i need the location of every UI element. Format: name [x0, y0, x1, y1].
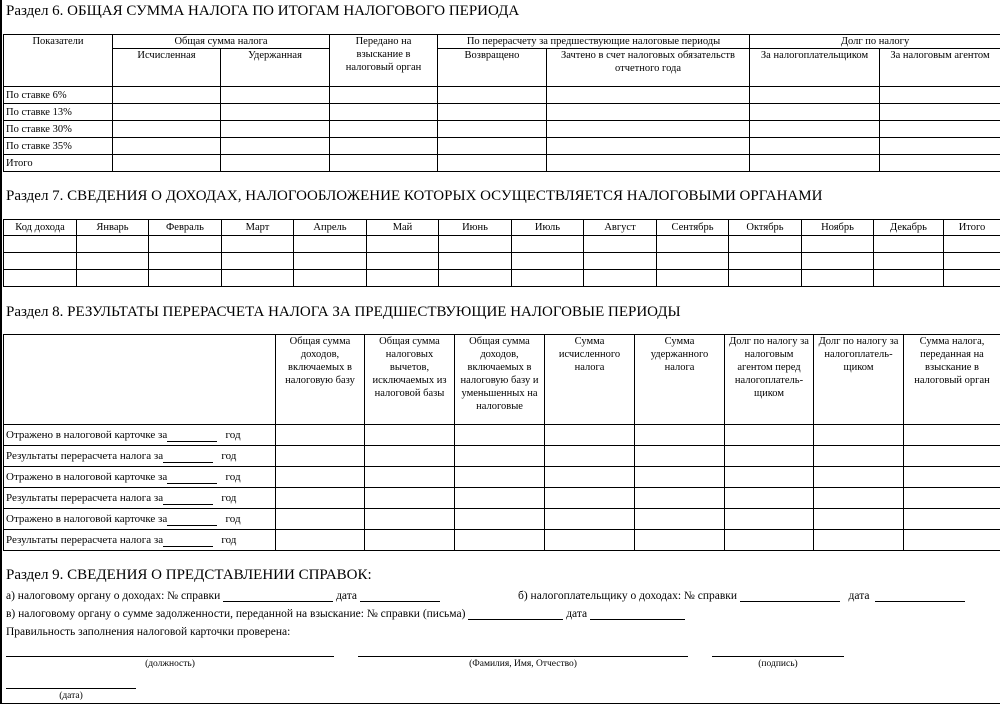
table-cell[interactable] — [365, 467, 455, 488]
s8-row-label — [4, 425, 276, 446]
table-cell[interactable] — [4, 236, 77, 253]
s6-row-label: По ставке 35% — [4, 138, 113, 155]
table-cell[interactable] — [635, 467, 725, 488]
year-field[interactable] — [167, 471, 217, 484]
table-cell[interactable] — [330, 104, 438, 121]
year-label: год — [221, 533, 237, 546]
s8-row-text: Отражено в налоговой карточке за — [6, 428, 168, 441]
table-cell[interactable] — [635, 446, 725, 467]
year-label: год — [225, 428, 241, 441]
s8-header: Общая сумма налоговых вычетов, исключаемых из налоговой базы — [365, 335, 455, 425]
table-cell[interactable] — [512, 270, 584, 287]
letter-number-field[interactable] — [468, 607, 563, 620]
table-cell[interactable] — [276, 446, 365, 467]
table-cell[interactable] — [222, 270, 294, 287]
section-6-table — [3, 34, 1000, 172]
table-cell[interactable] — [874, 236, 944, 253]
table-cell[interactable] — [221, 104, 330, 121]
table-cell[interactable] — [455, 425, 545, 446]
table-cell[interactable] — [77, 236, 149, 253]
table-cell[interactable] — [750, 155, 880, 172]
table-cell[interactable] — [904, 488, 1000, 509]
table-cell[interactable] — [814, 530, 904, 551]
table-row — [4, 530, 1000, 551]
section-8-title: Раздел 8. РЕЗУЛЬТАТЫ ПЕРЕРАСЧЕТА НАЛОГА ЗА ПРЕДШЕСТВУЮЩИЕ НАЛОГОВЫЕ ПЕРИОДЫ — [6, 304, 681, 320]
s9-b-label: б) налогоплательщику о доходах: № справки — [518, 590, 738, 602]
s6-header-debt: Долг по налогу — [750, 35, 1000, 49]
s8-row-label — [4, 488, 276, 509]
year-label: год — [225, 512, 241, 525]
s7-header: Январь — [77, 220, 149, 236]
table-row — [4, 467, 1000, 488]
table-cell[interactable] — [455, 530, 545, 551]
table-cell[interactable] — [545, 530, 635, 551]
table-cell[interactable] — [814, 467, 904, 488]
table-cell[interactable] — [545, 467, 635, 488]
year-label: год — [221, 449, 237, 462]
year-field[interactable] — [167, 429, 217, 442]
table-cell[interactable] — [584, 236, 657, 253]
date-field[interactable] — [590, 607, 685, 620]
certificate-number-field[interactable] — [740, 589, 840, 602]
section-7-title: Раздел 7. СВЕДЕНИЯ О ДОХОДАХ, НАЛОГООБЛОЖЕНИЕ КОТОРЫХ ОСУЩЕСТВЛЯЕТСЯ НАЛОГОВЫМИ ОРГАНАМИ — [6, 188, 823, 204]
s6-header-offset: Зачтено в счет налоговых обязательств отчетного года — [547, 49, 750, 87]
s8-header: Долг по налогу за налогоплатель-щиком — [814, 335, 904, 425]
table-cell[interactable] — [367, 270, 439, 287]
table-cell[interactable] — [814, 425, 904, 446]
s8-row-text: Результаты перерасчета налога за — [6, 449, 164, 462]
table-cell[interactable] — [750, 138, 880, 155]
fio-caption: (Фамилия, Имя, Отчество) — [469, 659, 577, 669]
table-cell[interactable] — [276, 467, 365, 488]
table-cell[interactable] — [547, 155, 750, 172]
table-cell[interactable] — [635, 425, 725, 446]
s6-header-transferred: Передано на взыскание в налоговый орган — [330, 35, 438, 87]
table-cell[interactable] — [904, 446, 1000, 467]
s8-row-label — [4, 467, 276, 488]
table-cell[interactable] — [149, 253, 222, 270]
table-cell[interactable] — [657, 236, 729, 253]
table-cell[interactable] — [221, 155, 330, 172]
table-cell[interactable] — [725, 446, 814, 467]
table-row — [4, 425, 1000, 446]
s8-row-text: Отражено в налоговой карточке за — [6, 470, 168, 483]
s9-line-v — [6, 607, 685, 620]
year-label: год — [221, 491, 237, 504]
s7-header: Итого — [944, 220, 1000, 236]
table-cell[interactable] — [365, 425, 455, 446]
table-row — [4, 87, 1000, 104]
table-cell[interactable] — [657, 253, 729, 270]
s9-a-label: а) налоговому органу о доходах: № справки — [6, 590, 221, 602]
table-cell[interactable] — [512, 236, 584, 253]
table-cell[interactable] — [729, 270, 802, 287]
table-cell[interactable] — [221, 87, 330, 104]
table-cell[interactable] — [904, 467, 1000, 488]
table-cell[interactable] — [149, 270, 222, 287]
section-6-title: Раздел 6. ОБЩАЯ СУММА НАЛОГА ПО ИТОГАМ НАЛОГОВОГО ПЕРИОДА — [6, 3, 520, 19]
table-cell[interactable] — [880, 155, 1000, 172]
s6-header-withheld: Удержанная — [221, 49, 330, 87]
s8-row-text: Результаты перерасчета налога за — [6, 533, 164, 546]
date-signature-line[interactable] — [6, 688, 136, 689]
s6-row-label: По ставке 6% — [4, 87, 113, 104]
s7-header: Август — [584, 220, 657, 236]
table-cell[interactable] — [113, 87, 221, 104]
table-cell[interactable] — [455, 446, 545, 467]
table-cell[interactable] — [455, 488, 545, 509]
table-cell[interactable] — [802, 236, 874, 253]
table-cell[interactable] — [729, 253, 802, 270]
table-cell[interactable] — [222, 253, 294, 270]
table-cell[interactable] — [944, 253, 1000, 270]
table-cell[interactable] — [365, 509, 455, 530]
table-cell[interactable] — [276, 509, 365, 530]
table-row — [4, 488, 1000, 509]
s7-header: Ноябрь — [802, 220, 874, 236]
table-cell[interactable] — [729, 236, 802, 253]
table-row — [4, 236, 1000, 253]
s6-row-label: Итого — [4, 155, 113, 172]
table-cell[interactable] — [547, 138, 750, 155]
table-cell[interactable] — [547, 87, 750, 104]
date-field[interactable] — [875, 589, 965, 602]
s9-line-a — [6, 589, 440, 602]
table-row — [4, 446, 1000, 467]
s9-v-label: в) налоговому органу о сумме задолженности, переданной на взыскание: № справки (письма) — [6, 608, 466, 620]
table-cell[interactable] — [584, 253, 657, 270]
table-cell[interactable] — [438, 87, 547, 104]
table-cell[interactable] — [584, 270, 657, 287]
table-cell[interactable] — [455, 467, 545, 488]
s6-header-returned: Возвращено — [438, 49, 547, 87]
table-row — [4, 253, 1000, 270]
table-cell[interactable] — [4, 253, 77, 270]
table-cell[interactable] — [545, 509, 635, 530]
s6-header-total-tax: Общая сумма налога — [113, 35, 330, 49]
table-cell[interactable] — [77, 253, 149, 270]
table-cell[interactable] — [367, 236, 439, 253]
table-cell[interactable] — [635, 530, 725, 551]
table-cell[interactable] — [814, 446, 904, 467]
table-cell[interactable] — [750, 104, 880, 121]
table-cell[interactable] — [874, 270, 944, 287]
date-label: дата — [566, 608, 588, 620]
table-cell[interactable] — [439, 253, 512, 270]
year-field[interactable] — [163, 534, 213, 547]
s6-header-recalc: По перерасчету за предшествующие налоговые периоды — [438, 35, 750, 49]
s7-header: Май — [367, 220, 439, 236]
s7-header: Март — [222, 220, 294, 236]
year-field[interactable] — [163, 492, 213, 505]
section-8-table — [3, 334, 1000, 551]
s8-header: Сумма исчисленного налога — [545, 335, 635, 425]
table-cell[interactable] — [512, 253, 584, 270]
table-cell[interactable] — [904, 509, 1000, 530]
s8-row-label — [4, 446, 276, 467]
table-cell[interactable] — [635, 488, 725, 509]
table-cell[interactable] — [276, 488, 365, 509]
table-cell[interactable] — [880, 87, 1000, 104]
table-cell[interactable] — [438, 104, 547, 121]
s7-header: Февраль — [149, 220, 222, 236]
table-cell[interactable] — [547, 104, 750, 121]
table-cell[interactable] — [294, 236, 367, 253]
s7-header: Сентябрь — [657, 220, 729, 236]
table-cell[interactable] — [222, 236, 294, 253]
table-cell[interactable] — [221, 138, 330, 155]
table-cell[interactable] — [547, 121, 750, 138]
table-cell[interactable] — [113, 155, 221, 172]
table-cell[interactable] — [113, 138, 221, 155]
s7-header: Июль — [512, 220, 584, 236]
table-cell[interactable] — [874, 253, 944, 270]
date-label: дата — [336, 590, 357, 602]
s8-row-text: Результаты перерасчета налога за — [6, 491, 164, 504]
table-cell[interactable] — [438, 121, 547, 138]
table-cell[interactable] — [802, 270, 874, 287]
table-cell[interactable] — [330, 155, 438, 172]
table-cell[interactable] — [750, 121, 880, 138]
table-cell[interactable] — [725, 488, 814, 509]
position-signature-line[interactable] — [6, 656, 334, 657]
table-cell[interactable] — [294, 253, 367, 270]
table-cell[interactable] — [367, 253, 439, 270]
table-cell[interactable] — [814, 509, 904, 530]
table-cell[interactable] — [635, 509, 725, 530]
table-cell[interactable] — [330, 121, 438, 138]
table-row — [4, 270, 1000, 287]
year-field[interactable] — [167, 513, 217, 526]
table-cell[interactable] — [113, 121, 221, 138]
table-cell[interactable] — [725, 530, 814, 551]
fio-signature-line[interactable] — [358, 656, 688, 657]
section-9-title: Раздел 9. СВЕДЕНИЯ О ПРЕДСТАВЛЕНИИ СПРАВОК: — [6, 567, 372, 583]
table-cell[interactable] — [330, 138, 438, 155]
table-cell[interactable] — [904, 425, 1000, 446]
table-cell[interactable] — [904, 530, 1000, 551]
table-cell[interactable] — [725, 467, 814, 488]
table-cell[interactable] — [438, 138, 547, 155]
table-cell[interactable] — [330, 87, 438, 104]
s8-header: Сумма налога, переданная на взыскание в налоговый орган — [904, 335, 1000, 425]
s9-check: Правильность заполнения налоговой карточки проверена: — [6, 626, 291, 638]
table-cell[interactable] — [276, 530, 365, 551]
sign-line[interactable] — [712, 656, 844, 657]
table-cell[interactable] — [439, 270, 512, 287]
table-cell[interactable] — [725, 425, 814, 446]
table-cell[interactable] — [77, 270, 149, 287]
table-cell[interactable] — [545, 488, 635, 509]
table-cell[interactable] — [455, 509, 545, 530]
table-cell[interactable] — [545, 446, 635, 467]
s8-row-label — [4, 530, 276, 551]
s8-row-text: Отражено в налоговой карточке за — [6, 512, 168, 525]
table-cell[interactable] — [439, 236, 512, 253]
table-cell[interactable] — [113, 104, 221, 121]
s9-line-b — [518, 589, 965, 602]
s6-row-label: По ставке 13% — [4, 104, 113, 121]
table-cell[interactable] — [814, 488, 904, 509]
table-cell[interactable] — [880, 138, 1000, 155]
table-cell[interactable] — [365, 446, 455, 467]
table-cell[interactable] — [802, 253, 874, 270]
year-field[interactable] — [163, 450, 213, 463]
s6-header-indicators: Показатели — [4, 35, 113, 87]
year-label: год — [225, 470, 241, 483]
s7-header: Июнь — [439, 220, 512, 236]
table-row — [4, 509, 1000, 530]
s6-row-label: По ставке 30% — [4, 121, 113, 138]
table-cell[interactable] — [294, 270, 367, 287]
table-row — [4, 121, 1000, 138]
table-cell[interactable] — [880, 104, 1000, 121]
s8-row-label — [4, 509, 276, 530]
table-cell[interactable] — [545, 425, 635, 446]
s6-header-debt-agent: За налоговым агентом — [880, 49, 1000, 87]
date-field[interactable] — [360, 589, 440, 602]
s8-header: Долг по налогу за налоговым агентом перед налогоплатель-щиком — [725, 335, 814, 425]
s7-header: Декабрь — [874, 220, 944, 236]
table-cell[interactable] — [944, 270, 1000, 287]
s7-header: Апрель — [294, 220, 367, 236]
table-cell[interactable] — [365, 530, 455, 551]
date-label: дата — [848, 590, 870, 602]
table-cell[interactable] — [725, 509, 814, 530]
table-row — [4, 104, 1000, 121]
date-caption: (дата) — [59, 691, 83, 701]
table-cell[interactable] — [657, 270, 729, 287]
table-cell[interactable] — [4, 270, 77, 287]
certificate-number-field[interactable] — [223, 589, 333, 602]
table-cell[interactable] — [149, 236, 222, 253]
table-cell[interactable] — [438, 155, 547, 172]
s6-header-debt-taxpayer: За налогоплательщиком — [750, 49, 880, 87]
table-cell[interactable] — [221, 121, 330, 138]
sign-caption: (подпись) — [758, 659, 798, 669]
s8-header-blank — [4, 335, 276, 425]
table-cell[interactable] — [944, 236, 1000, 253]
s8-header: Общая сумма доходов, включаемых в налоговую базу — [276, 335, 365, 425]
table-cell[interactable] — [880, 121, 1000, 138]
section-7-table — [3, 219, 1000, 287]
s6-header-calculated: Исчисленная — [113, 49, 221, 87]
table-cell[interactable] — [750, 87, 880, 104]
table-cell[interactable] — [276, 425, 365, 446]
s8-header: Сумма удержанного налога — [635, 335, 725, 425]
s7-header: Код дохода — [4, 220, 77, 236]
table-row — [4, 138, 1000, 155]
position-caption: (должность) — [145, 659, 195, 669]
s8-header: Общая сумма доходов, включаемых в налоговую базу и уменьшенных на налоговые — [455, 335, 545, 425]
s7-header: Октябрь — [729, 220, 802, 236]
table-row — [4, 155, 1000, 172]
table-cell[interactable] — [365, 488, 455, 509]
